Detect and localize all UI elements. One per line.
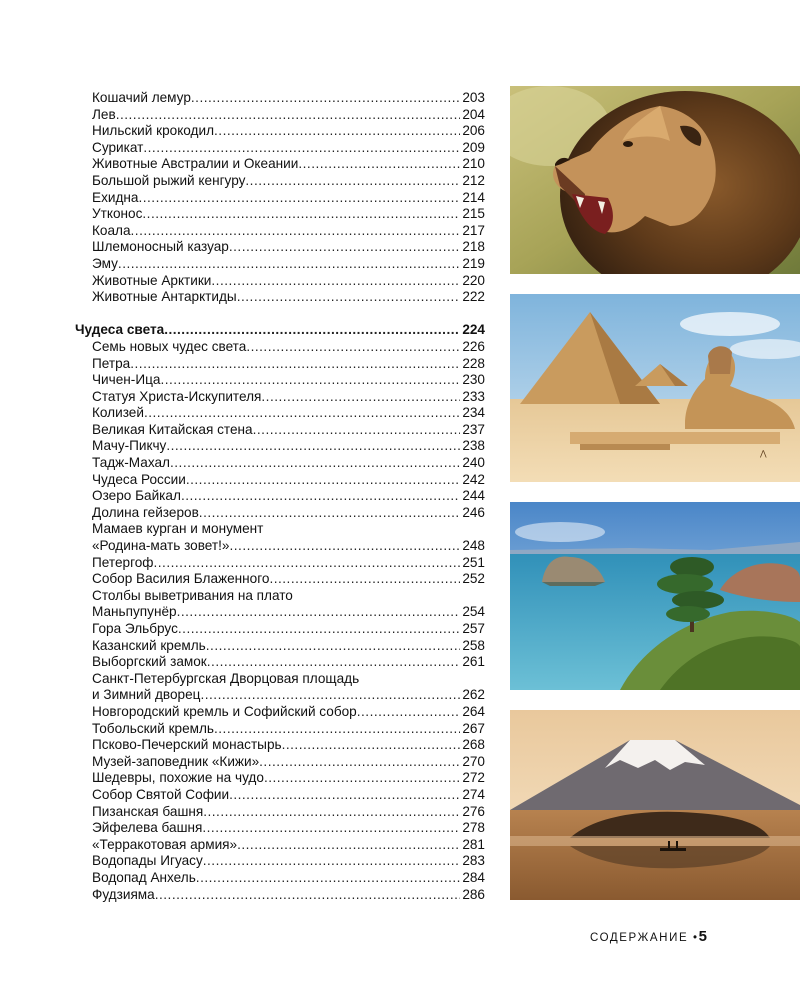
toc-entry-page: 248 (462, 538, 485, 554)
toc-entry-page: 233 (462, 388, 485, 404)
toc-entry-title: Пизанская башня (92, 803, 204, 819)
toc-entry-page: 215 (462, 206, 485, 222)
toc-entry[interactable] (75, 356, 485, 373)
toc-entry-page: 222 (462, 289, 485, 305)
toc-entry-title: Мамаев курган и монумент (92, 521, 264, 537)
toc-dot-leader (199, 505, 461, 522)
toc-entry-title: Водопады Игуасу (92, 853, 203, 869)
toc-entry-page: 244 (462, 488, 485, 504)
toc-dot-leader (203, 853, 461, 870)
table-of-contents (75, 90, 485, 903)
toc-dot-leader (138, 190, 460, 207)
toc-entry-title: Столбы выветривания на плато (92, 587, 293, 603)
toc-entry-page: 281 (462, 836, 485, 852)
toc-entry-title: Петергоф (92, 554, 154, 570)
toc-dot-leader (282, 737, 461, 754)
toc-entry-page: 283 (462, 853, 485, 869)
toc-entry-title: «Родина-мать зовет!» (92, 538, 230, 554)
toc-entry[interactable] (75, 206, 485, 223)
toc-entry-page: 276 (462, 803, 485, 819)
toc-entry[interactable] (75, 488, 485, 505)
toc-entry-page: 246 (462, 504, 485, 520)
toc-entry[interactable] (75, 123, 485, 140)
toc-entry-title: Ехидна (92, 189, 139, 205)
toc-entry[interactable] (75, 455, 485, 472)
toc-entry[interactable] (75, 704, 485, 721)
toc-entry-title: Петра (92, 355, 131, 371)
toc-dot-leader (170, 455, 460, 472)
toc-entry[interactable] (75, 804, 485, 821)
toc-entry-page: 258 (462, 637, 485, 653)
toc-dot-leader (229, 787, 460, 804)
toc-entry[interactable] (75, 687, 485, 704)
toc-entry-page: 284 (462, 869, 485, 885)
toc-dot-leader (177, 604, 461, 621)
toc-entry-page: 254 (462, 604, 485, 620)
toc-dot-leader (269, 571, 460, 588)
toc-entry-page: 214 (462, 189, 485, 205)
page-footer (590, 928, 707, 945)
toc-entry-page: 286 (462, 886, 485, 902)
toc-dot-leader (206, 638, 461, 655)
toc-entry-title: Великая Китайская стена (92, 421, 253, 437)
toc-dot-leader (253, 422, 461, 439)
toc-entry[interactable] (75, 372, 485, 389)
toc-dot-leader (261, 389, 460, 406)
toc-dot-leader (130, 356, 460, 373)
toc-entry-title: Животные Антарктиды (92, 289, 237, 305)
toc-entry[interactable] (75, 787, 485, 804)
toc-dot-leader (178, 621, 460, 638)
toc-entry[interactable] (75, 422, 485, 439)
toc-entry-page: 230 (462, 372, 485, 388)
toc-entry[interactable] (75, 571, 485, 588)
toc-entry-page: 210 (462, 156, 485, 172)
toc-entry-page: 267 (462, 720, 485, 736)
toc-dot-leader (214, 123, 460, 140)
toc-entry-title: Коала (92, 222, 131, 238)
toc-entry-title: Фудзияма (92, 886, 155, 902)
toc-entry-title: Маньпупунёр (92, 604, 177, 620)
toc-entry-page: 272 (462, 770, 485, 786)
toc-entry-title: Эйфелева башня (92, 820, 203, 836)
toc-entry-title: Озеро Байкал (92, 488, 181, 504)
toc-entry[interactable] (75, 472, 485, 489)
toc-entry-page: 238 (462, 438, 485, 454)
toc-entry-page: 212 (462, 172, 485, 188)
toc-entry-page: 261 (462, 654, 485, 670)
toc-entry[interactable] (75, 223, 485, 240)
toc-entry-title: Мачу-Пикчу (92, 438, 167, 454)
toc-entry-title: Лев (92, 106, 116, 122)
toc-entry-page: 240 (462, 455, 485, 471)
toc-entry[interactable] (75, 754, 485, 771)
toc-dot-leader (153, 555, 460, 572)
toc-entry-title: Большой рыжий кенгуру (92, 172, 246, 188)
toc-entry-title: Тадж-Махал (92, 455, 170, 471)
toc-entry-page: 228 (462, 355, 485, 371)
toc-dot-leader (211, 273, 460, 290)
toc-entry-page: 274 (462, 786, 485, 802)
toc-dot-leader (196, 870, 461, 887)
toc-entry-page: 278 (462, 820, 485, 836)
toc-entry-page: 217 (462, 222, 485, 238)
toc-entry-page: 218 (462, 239, 485, 255)
toc-dot-leader (259, 754, 460, 771)
toc-entry-title: Водопад Анхель (92, 869, 196, 885)
toc-entry-title: Казанский кремль (92, 637, 206, 653)
toc-dot-leader (143, 140, 460, 157)
toc-entry-page: 219 (462, 255, 485, 271)
toc-entry-title: Гора Эльбрус (92, 621, 178, 636)
toc-entry[interactable] (75, 90, 485, 107)
svg-text:⋀: ⋀ (760, 449, 767, 458)
toc-entry-page: 226 (462, 338, 485, 354)
toc-entry-title: и Зимний дворец (92, 687, 201, 703)
toc-dot-leader (298, 156, 460, 173)
toc-entry[interactable] (75, 289, 485, 306)
toc-dot-leader (237, 289, 461, 306)
toc-entry-title: Псково-Печерский монастырь (92, 737, 282, 753)
toc-entry-title: Эму (92, 255, 118, 271)
toc-dot-leader (202, 820, 460, 837)
toc-entry-page: 203 (462, 90, 485, 105)
toc-entry-page: 268 (462, 737, 485, 753)
toc-dot-leader (246, 339, 460, 356)
toc-section-wonders[interactable] (75, 322, 485, 339)
toc-entry-page: 257 (462, 621, 485, 636)
toc-entry-title: Шлемоносный казуар (92, 239, 229, 255)
toc-entry-page: 237 (462, 421, 485, 437)
toc-entry[interactable] (75, 256, 485, 273)
toc-entry-title: Кошачий лемур (92, 90, 191, 105)
toc-entry[interactable] (75, 887, 485, 904)
toc-entry-title: Семь новых чудес света (92, 338, 247, 354)
toc-dot-leader (155, 887, 461, 904)
toc-entry[interactable] (75, 239, 485, 256)
toc-dot-leader (181, 488, 460, 505)
toc-entry[interactable] (75, 820, 485, 837)
toc-dot-leader (160, 372, 460, 389)
page-number: 5 (698, 928, 707, 945)
toc-entry[interactable] (75, 405, 485, 422)
toc-entry[interactable] (75, 737, 485, 754)
toc-entry-title: Новгородский кремль и Софийский собор (92, 703, 357, 719)
baikal-photo (510, 502, 800, 690)
toc-entry-title: Колизей (92, 405, 144, 421)
toc-dot-leader (116, 107, 461, 124)
toc-entry[interactable] (75, 521, 485, 538)
toc-entry[interactable] (75, 156, 485, 173)
footer-label: СОДЕРЖАНИЕ (589, 932, 689, 944)
toc-entry-title: Собор Василия Блаженного (92, 571, 270, 587)
toc-entry[interactable] (75, 654, 485, 671)
toc-entry[interactable] (75, 107, 485, 124)
toc-dot-leader (207, 654, 461, 671)
toc-entry-page: 209 (462, 139, 485, 155)
toc-entry[interactable] (75, 173, 485, 190)
toc-dot-leader (229, 239, 460, 256)
toc-entry-title: Санкт-Петербургская Дворцовая площадь (92, 670, 360, 686)
toc-entry[interactable] (75, 638, 485, 655)
toc-entry-page: 262 (462, 687, 485, 703)
fuji-photo (510, 710, 800, 900)
toc-entry-page: 252 (462, 571, 485, 587)
toc-section-page: 224 (462, 322, 485, 338)
toc-entry[interactable] (75, 555, 485, 572)
toc-entry-title: Шедевры, похожие на чудо (92, 770, 264, 786)
toc-dot-leader (186, 472, 460, 489)
toc-dot-leader (191, 90, 460, 107)
toc-dot-leader (229, 538, 460, 555)
toc-entry-title: Животные Австралии и Океании (92, 156, 299, 172)
toc-entry[interactable] (75, 190, 485, 207)
toc-dot-leader (144, 405, 460, 422)
toc-entry[interactable] (75, 505, 485, 522)
toc-entry[interactable] (75, 621, 485, 638)
toc-dot-leader (357, 704, 461, 721)
toc-dot-leader (166, 438, 460, 455)
toc-entry-page: 264 (462, 703, 485, 719)
toc-dot-leader (237, 837, 460, 854)
toc-entry[interactable] (75, 853, 485, 870)
toc-dot-leader (200, 687, 460, 704)
toc-entry-title: Выборгский замок (92, 654, 207, 670)
toc-entry-title: Животные Арктики (92, 272, 212, 288)
toc-dot-leader (118, 256, 460, 273)
toc-entry[interactable] (75, 140, 485, 157)
toc-entry[interactable] (75, 389, 485, 406)
toc-group-wonders (75, 339, 485, 903)
toc-entry-title: Статуя Христа-Искупителя (92, 388, 262, 404)
toc-entry[interactable] (75, 588, 485, 605)
toc-entry-page: 220 (462, 272, 485, 288)
toc-dot-leader (264, 770, 460, 787)
toc-entry-title: Сурикат (92, 139, 144, 155)
toc-entry[interactable] (75, 538, 485, 555)
toc-entry-title: Утконос (92, 206, 143, 222)
pyramids-photo (510, 294, 800, 482)
toc-entry-page: 242 (462, 471, 485, 487)
toc-entry-title: Тобольский кремль (92, 720, 214, 736)
toc-entry-page: 206 (462, 123, 485, 139)
toc-entry-title: Собор Святой Софии (92, 786, 230, 802)
toc-section-title: Чудеса света (75, 322, 165, 338)
toc-entry-page: 234 (462, 405, 485, 421)
footer-bullet: • (693, 932, 699, 944)
toc-entry[interactable] (75, 273, 485, 290)
toc-entry[interactable] (75, 770, 485, 787)
toc-entry-title: Долина гейзеров (92, 504, 199, 520)
toc-entry-page: 251 (462, 554, 485, 570)
toc-group-animals (75, 90, 485, 306)
toc-entry[interactable] (75, 438, 485, 455)
toc-entry-title: «Терракотовая армия» (92, 836, 238, 852)
toc-entry-title: Нильский крокодил (92, 123, 215, 139)
toc-dot-leader (142, 206, 460, 223)
toc-dot-leader (214, 721, 460, 738)
toc-entry-page: 270 (462, 753, 485, 769)
toc-entry[interactable] (75, 604, 485, 621)
toc-entry[interactable] (75, 837, 485, 854)
toc-entry[interactable] (75, 671, 485, 688)
toc-entry-title: Музей-заповедник «Кижи» (92, 753, 260, 769)
toc-dot-leader (245, 173, 460, 190)
toc-dot-leader (131, 223, 461, 240)
toc-entry[interactable] (75, 339, 485, 356)
toc-dot-leader (203, 804, 460, 821)
toc-entry[interactable] (75, 870, 485, 887)
toc-entry-title: Чудеса России (92, 471, 186, 487)
toc-entry[interactable] (75, 721, 485, 738)
toc-entry-page: 204 (462, 106, 485, 122)
lion-photo (510, 86, 800, 274)
toc-entry-title: Чичен-Ица (92, 372, 161, 388)
